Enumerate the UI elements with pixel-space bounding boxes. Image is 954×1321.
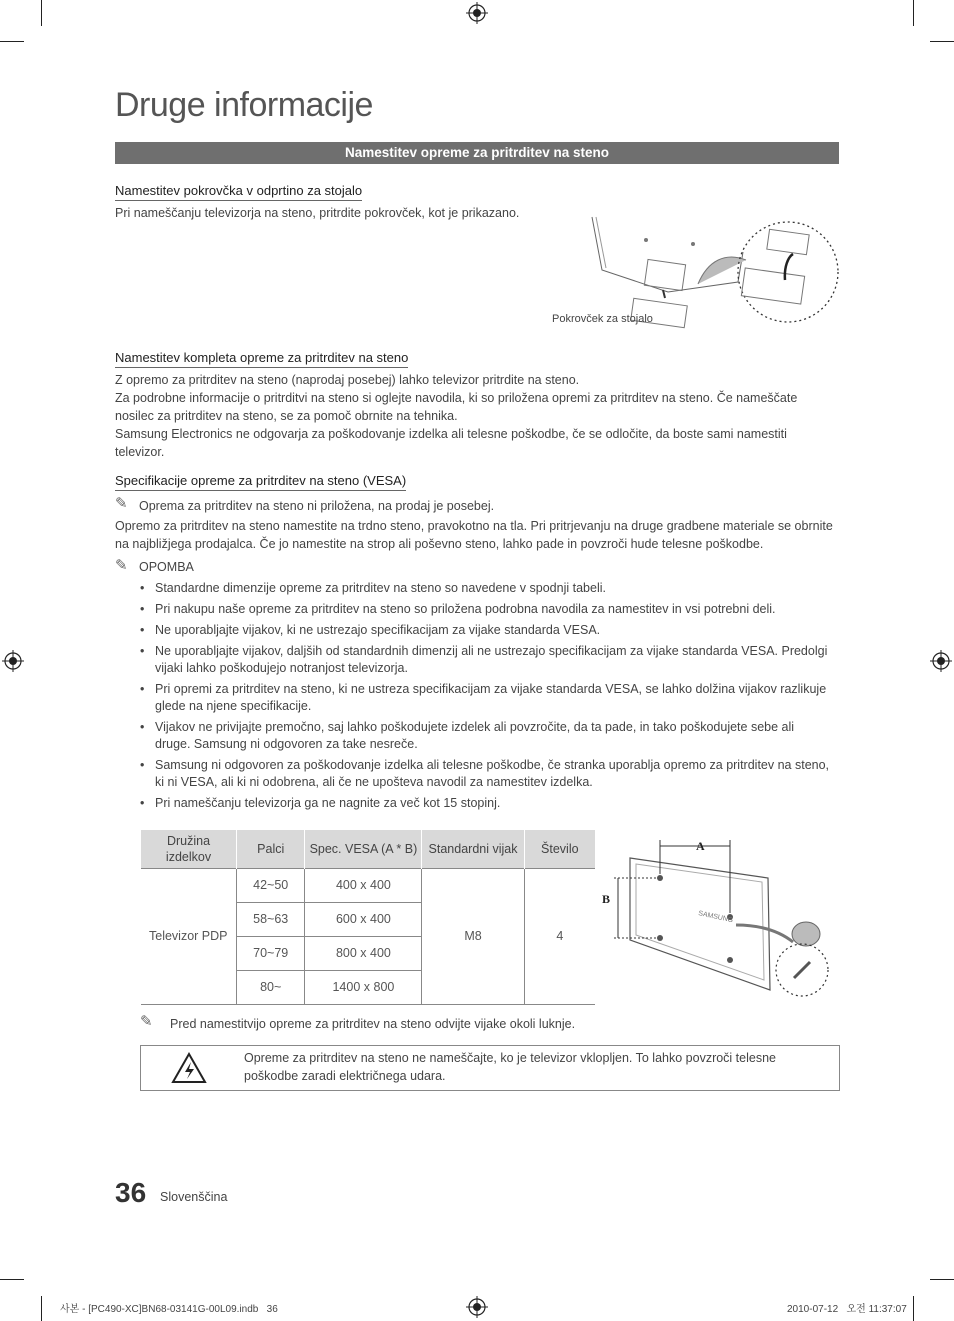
table-cell: Televizor PDP	[141, 868, 237, 1004]
footer-file-info: 사본 - [PC490-XC]BN68-03141G-00L09.indb 36	[60, 1304, 278, 1315]
registration-mark-icon	[2, 650, 24, 672]
cover-heading: Namestitev pokrovčka v odprtino za stojalo	[115, 183, 362, 201]
note-list	[140, 580, 830, 816]
table-header: Standardni vijak	[422, 830, 524, 868]
kit-paragraph: Z opremo za pritrditev na steno (naprodaj posebej) lahko televizor pritrdite na steno.	[115, 373, 580, 387]
table-header: Družina izdelkov	[141, 830, 237, 868]
table-cell: 70~79	[237, 936, 305, 970]
list-item: • Ne uporabljajte vijakov, daljših od standardnih dimenzij ali ne ustrezajo specifikacijam za vijake standarda VESA. Predolgi vijaki lahko poškodujejo notranjost televizorja.	[140, 643, 830, 677]
table-cell: 600 x 400	[305, 902, 422, 936]
table-cell: 400 x 400	[305, 868, 422, 902]
table-cell: 1400 x 800	[305, 970, 422, 1004]
cover-text: Pri nameščanju televizorja na steno, pritrdite pokrovček, kot je prikazano.	[115, 206, 520, 220]
pencil-note-icon: ✎	[140, 1013, 153, 1030]
list-item: • Ne uporabljajte vijakov, ki ne ustrezajo specifikacijam za vijake standarda VESA.	[140, 622, 830, 639]
list-item: • Pri opremi za pritrditev na steno, ki ne ustreza specifikacijam za vijake standarda VESA, se lahko dolžina vijakov razlikuje glede na njene specifikacije.	[140, 681, 830, 715]
pencil-note-icon: ✎	[115, 495, 128, 512]
section-title: Namestitev opreme za pritrditev na steno	[115, 142, 839, 164]
warning-box	[140, 1045, 840, 1091]
table-cell: 42~50	[237, 868, 305, 902]
table-cell: M8	[422, 868, 524, 1004]
kit-paragraph: Za podrobne informacije o pritrditvi na steno si oglejte navodila, ki so priložena opremi za pritrditev na steno. Če nameščate nosilec za pritrditev na steno, se za pomoč obrnite na tehnika.	[115, 391, 798, 423]
table-cell: 58~63	[237, 902, 305, 936]
footer-date: 2010-07-12 오전 11:37:07	[787, 1304, 907, 1315]
registration-mark-icon	[930, 650, 952, 672]
registration-mark-icon	[466, 2, 488, 24]
vesa-table	[140, 830, 595, 1005]
page-number: 36	[115, 1177, 147, 1208]
list-item: • Vijakov ne privijajte premočno, saj lahko poškodujete izdelek ali povzročite, da ta pade, in tako poškodujete sebe ali druge. Samsung ni odgovoren za take nesreče.	[140, 719, 830, 753]
table-cell: 4	[524, 868, 595, 1004]
vesa-heading: Specifikacije opreme za pritrditev na steno (VESA)	[115, 473, 406, 491]
svg-text:SAMSUNG: SAMSUNG	[697, 910, 734, 925]
vesa-note: Oprema za pritrditev na steno ni priložena, na prodaj je posebej.	[139, 499, 495, 513]
table-row	[141, 868, 596, 902]
list-item: • Pri nakupu naše opreme za pritrditev na steno so priložena podrobna navodila za namestitev in vsi potrebni deli.	[140, 601, 830, 618]
footer-language: Slovenščina	[160, 1190, 228, 1204]
figure-label: Pokrovček za stojalo	[552, 313, 653, 325]
list-item: • Standardne dimenzije opreme za pritrditev na steno so navedene v spodnji tabeli.	[140, 580, 830, 597]
registration-mark-icon	[466, 1296, 488, 1318]
kit-paragraph: Samsung Electronics ne odgovarja za poškodovanje izdelka ali telesne poškodbe, če se odločite, da boste sami namestiti televizor.	[115, 427, 787, 459]
electric-hazard-icon	[171, 1052, 207, 1084]
note-label: OPOMBA	[139, 560, 194, 574]
table-header: Palci	[237, 830, 305, 868]
table-cell: 800 x 400	[305, 936, 422, 970]
tv-back-diagram	[598, 830, 838, 1000]
kit-heading: Namestitev kompleta opreme za pritrditev na steno	[115, 350, 408, 368]
dimension-label-a: A	[696, 839, 705, 853]
table-header: Spec. VESA (A * B)	[305, 830, 422, 868]
warning-text: Opreme za pritrditev na steno ne nameščajte, ko je televizor vklopljen. To lahko povzroči telesne poškodbe zaradi električnega udara.	[244, 1051, 776, 1083]
table-header: Število	[524, 830, 595, 868]
page-title: Druge informacije	[115, 86, 373, 124]
pencil-note-icon: ✎	[115, 557, 128, 574]
table-cell: 80~	[237, 970, 305, 1004]
vesa-paragraph: Opremo za pritrditev na steno namestite na trdno steno, pravokotno na tla. Pri pritrjevanju na druge gradbene materiale se obrnite na najbližjega prodajalca. Če jo namestite na strop ali poševno steno, lahko pade in povzroči hude telesne poškodbe.	[115, 519, 833, 551]
list-item: • Pri nameščanju televizorja ga ne nagnite za več kot 15 stopinj.	[140, 795, 830, 812]
dimension-label-b: B	[602, 892, 611, 906]
list-item: • Samsung ni odgovoren za poškodovanje izdelka ali telesne poškodbe, če stranka uporablja opremo za pritrditev na steno, ki ni VESA, ali ki ni odobrena, ali če ne upošteva navodil za namestitev izdelka.	[140, 757, 830, 791]
table-note: Pred namestitvijo opreme za pritrditev na steno odvijte vijake okoli luknje.	[170, 1017, 576, 1031]
